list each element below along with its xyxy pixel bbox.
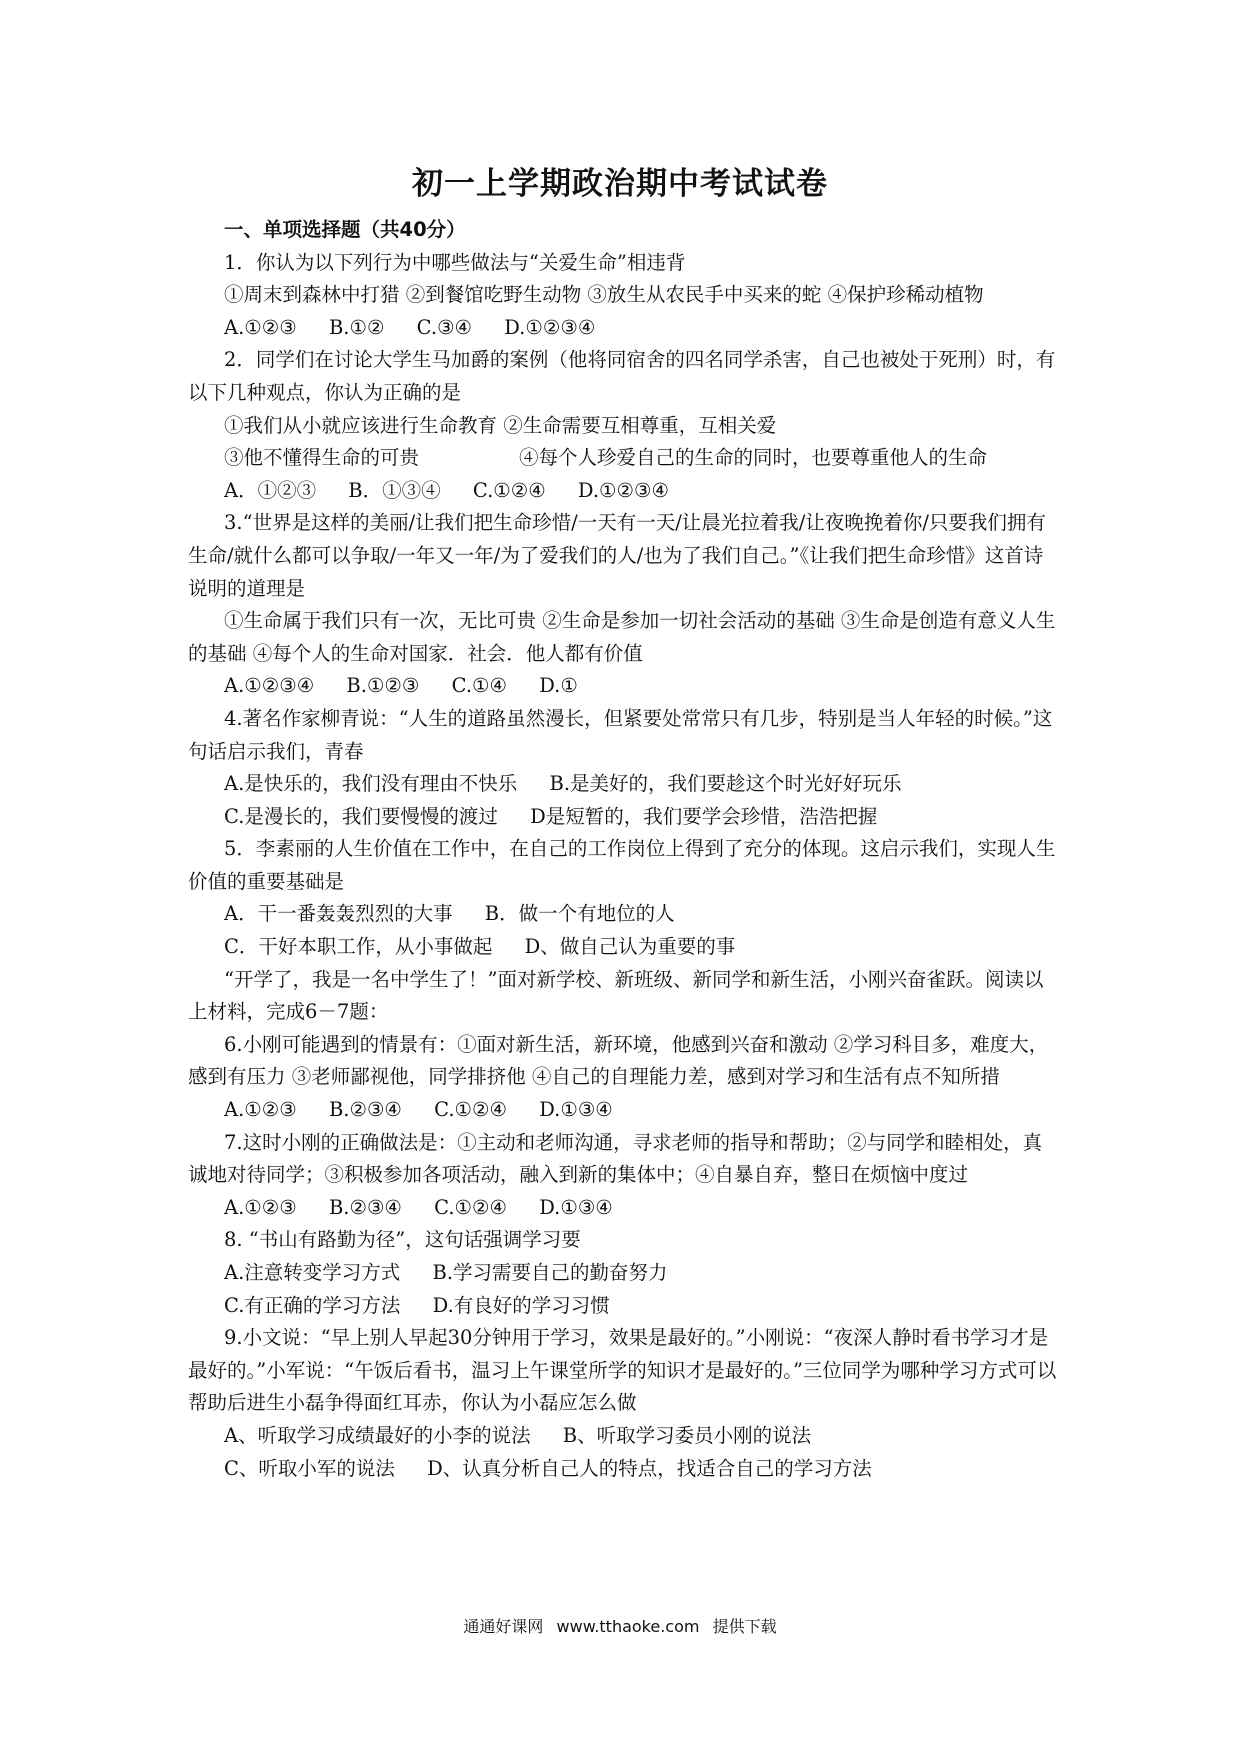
- question-2: [188, 344, 1058, 507]
- question-stem: 7.这时小刚的正确做法是：①主动和老师沟通，寻求老师的指导和帮助；②与同学和睦相处，真诚地对待同学；③积极参加各项活动，融入到新的集体中；④自暴自弃，整日在烦恼中度过: [188, 1130, 1043, 1187]
- option-c: C.①②④: [434, 1195, 507, 1219]
- option-d: D、做自己认为重要的事: [524, 935, 736, 959]
- option-b: B．做一个有地位的人: [484, 902, 675, 926]
- option-c: C.①②④: [472, 478, 546, 502]
- question-5: [188, 833, 1058, 963]
- question-stem: 3.“世界是这样的美丽/让我们把生命珍惜/一天有一天/让晨光拉着我/让夜晚挽着你/只要我们拥有生命/就什么都可以争取/一年又一年/为了爱我们的人/也为了我们自己。”《让我们把生命珍惜》这首诗说明的道理是: [188, 511, 1046, 600]
- option-d: D.①: [539, 674, 578, 698]
- question-1: [188, 247, 1058, 345]
- answer-options: [188, 1290, 1058, 1323]
- option-a: A．干一番轰轰烈烈的大事: [224, 902, 453, 926]
- option-a: A.①②③: [224, 1098, 297, 1122]
- question-items: [188, 442, 1058, 475]
- answer-options: [188, 1192, 1058, 1225]
- question-items: ①生命属于我们只有一次，无比可贵 ②生命是参加一切社会活动的基础 ③生命是创造有意义人生的基础 ④每个人的生命对国家．社会．他人都有价值: [188, 609, 1056, 665]
- option-c: C、听取小军的说法: [224, 1456, 395, 1480]
- option-d: D.①②③④: [504, 315, 596, 339]
- option-b: B.学习需要自己的勤奋努力: [432, 1261, 668, 1284]
- option-b: B.②③④: [328, 1195, 402, 1219]
- question-stem: 8. “书山有路勤为径”，这句话强调学习要: [224, 1228, 581, 1252]
- section-heading: 一、单项选择题（共40分）: [224, 218, 466, 241]
- option-c: C.有正确的学习方法: [224, 1293, 401, 1317]
- option-c: C.是漫长的，我们要慢慢的渡过: [224, 804, 498, 828]
- option-d: D、认真分析自己人的特点，找适合自己的学习方法: [427, 1456, 872, 1480]
- question-stem: 9.小文说：“早上别人早起30分钟用于学习，效果是最好的。”小刚说：“夜深人静时看书学习才是最好的。”小军说：“午饭后看书，温习上午课堂所学的知识才是最好的。”三位同学为哪种学习方式可以帮助后进生小磊争得面红耳赤，你认为小磊应怎么做: [188, 1326, 1057, 1415]
- question-9: [188, 1322, 1058, 1485]
- option-b: B.①②③: [346, 674, 420, 698]
- option-b: B.是美好的，我们要趁这个时光好好玩乐: [549, 772, 902, 796]
- answer-options: [188, 475, 1058, 508]
- question-stem: 2．同学们在讨论大学生马加爵的案例（他将同宿舍的四名同学杀害，自己也被处于死刑）时，有以下几种观点，你认为正确的是: [188, 348, 1056, 404]
- option-a: A.注意转变学习方式: [224, 1261, 401, 1284]
- page-title: 初一上学期政治期中考试试卷: [412, 166, 828, 202]
- answer-options: [188, 670, 1058, 703]
- option-c: C.③④: [416, 315, 473, 339]
- exam-content: [188, 214, 1058, 1485]
- option-a: A.①②③④: [224, 674, 315, 698]
- item-4: ④每个人珍爱自己的生命的同时，也要尊重他人的生命: [519, 446, 988, 470]
- option-d: D.有良好的学习习惯: [432, 1293, 610, 1317]
- footer-site-name: 通通好课网: [463, 1617, 544, 1636]
- answer-options: [188, 312, 1058, 345]
- option-b: B.②③④: [328, 1098, 402, 1122]
- option-b: B．①③④: [348, 478, 441, 502]
- answer-options: [188, 1453, 1058, 1486]
- answer-options: [188, 1257, 1058, 1290]
- option-d: D.①③④: [539, 1195, 613, 1219]
- footer-note: 提供下载: [712, 1617, 777, 1636]
- option-a: A.是快乐的，我们没有理由不快乐: [224, 772, 518, 796]
- option-c: C.①④: [451, 674, 507, 698]
- option-b: B.①②: [328, 315, 385, 339]
- question-stem: 1．你认为以下列行为中哪些做法与“关爱生命”相违背: [224, 250, 686, 274]
- page-footer: [0, 1614, 1240, 1637]
- question-7: [188, 1127, 1058, 1225]
- option-a: A.①②③: [224, 315, 297, 339]
- answer-options: [188, 768, 1058, 801]
- question-stem: 4.著名作家柳青说：“人生的道路虽然漫长，但紧要处常常只有几步，特别是当人年轻的时候。”这句话启示我们，青春: [188, 706, 1053, 763]
- option-a: A.①②③: [224, 1195, 297, 1219]
- option-d: D是短暂的，我们要学会珍惜，浩浩把握: [530, 804, 878, 828]
- answer-options: [188, 898, 1058, 931]
- question-stem: 6.小刚可能遇到的情景有：①面对新生活，新环境，他感到兴奋和激动 ②学习科目多，难度大，感到有压力 ③老师鄙视他，同学排挤他 ④自己的自理能力差，感到对学习和生活有点不知所措: [188, 1032, 1049, 1089]
- option-a: A、听取学习成绩最好的小李的说法: [224, 1423, 531, 1447]
- answer-options: [188, 1094, 1058, 1127]
- option-d: D.①③④: [539, 1098, 613, 1122]
- footer-url: www.tthaoke.com: [556, 1617, 700, 1636]
- question-stem: 5．李素丽的人生价值在工作中，在自己的工作岗位上得到了充分的体现。这启示我们，实现人生价值的重要基础是: [188, 837, 1056, 893]
- question-8: [188, 1224, 1058, 1322]
- option-b: B、听取学习委员小刚的说法: [562, 1423, 812, 1447]
- answer-options: [188, 801, 1058, 834]
- option-c: C.①②④: [434, 1098, 507, 1122]
- question-6: [188, 1029, 1058, 1127]
- question-items: ①周末到森林中打猎 ②到餐馆吃野生动物 ③放生从农民手中买来的蛇 ④保护珍稀动植物: [224, 283, 984, 307]
- item-3: ③他不懂得生命的可贵: [224, 446, 420, 470]
- question-items: ①我们从小就应该进行生命教育 ②生命需要互相尊重，互相关爱: [224, 413, 777, 437]
- reading-material: “开学了，我是一名中学生了！”面对新学校、新班级、新同学和新生活，小刚兴奋雀跃。阅读以上材料，完成6－7题：: [188, 967, 1044, 1024]
- option-d: D.①②③④: [577, 478, 669, 502]
- question-3: [188, 507, 1058, 703]
- question-4: [188, 703, 1058, 833]
- answer-options: [188, 1420, 1058, 1453]
- answer-options: [188, 931, 1058, 964]
- option-c: C．干好本职工作，从小事做起: [224, 935, 493, 959]
- option-a: A．①②③: [224, 478, 317, 502]
